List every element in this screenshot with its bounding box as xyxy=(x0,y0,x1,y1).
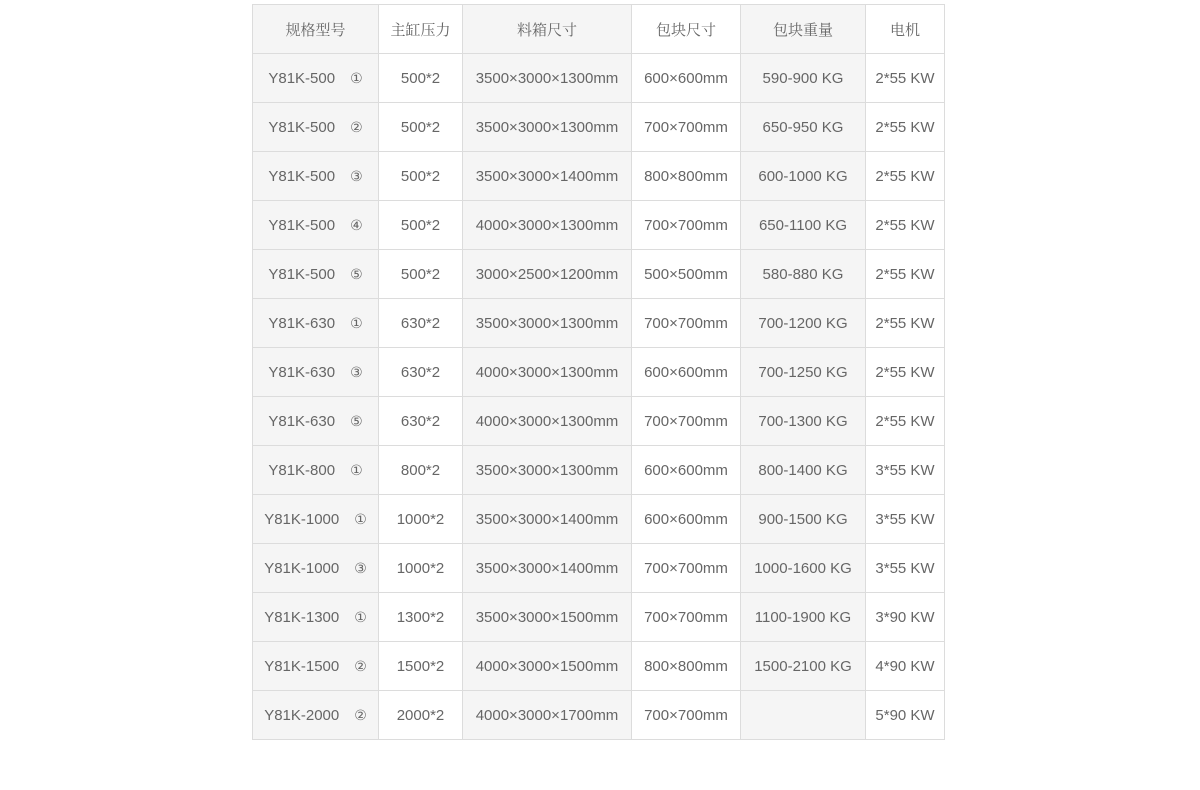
motor-cell: 2*55 KW xyxy=(866,397,945,446)
table-row xyxy=(253,152,945,201)
variant-badge: ① xyxy=(354,608,367,625)
column-header-box-size: 料箱尺寸 xyxy=(463,5,632,54)
bale-size-cell: 600×600mm xyxy=(632,348,741,397)
bale-weight-cell: 900-1500 KG xyxy=(741,495,866,544)
model-cell xyxy=(253,103,379,152)
model-cell-inner xyxy=(264,658,367,675)
variant-badge: ① xyxy=(350,461,363,478)
pressure-cell: 500*2 xyxy=(379,152,463,201)
model-cell-inner xyxy=(268,70,362,87)
variant-badge: ⑤ xyxy=(350,265,363,282)
bale-size-cell: 700×700mm xyxy=(632,397,741,446)
model-cell-inner xyxy=(268,266,362,283)
column-header-motor: 电机 xyxy=(866,5,945,54)
spec-table xyxy=(252,4,945,740)
table-row xyxy=(253,201,945,250)
bale-size-cell: 700×700mm xyxy=(632,691,741,740)
bale-weight-cell: 1500-2100 KG xyxy=(741,642,866,691)
model-name: Y81K-630 xyxy=(268,412,336,430)
model-name: Y81K-500 xyxy=(268,118,336,136)
variant-badge: ③ xyxy=(350,167,363,184)
model-name: Y81K-500 xyxy=(268,216,336,234)
pressure-cell: 500*2 xyxy=(379,103,463,152)
model-cell xyxy=(253,593,379,642)
model-name: Y81K-630 xyxy=(268,363,336,381)
model-name: Y81K-500 xyxy=(268,167,336,185)
motor-cell: 5*90 KW xyxy=(866,691,945,740)
model-cell xyxy=(253,446,379,495)
model-cell-inner xyxy=(268,364,362,381)
model-cell xyxy=(253,54,379,103)
variant-badge: ⑤ xyxy=(350,412,363,429)
bale-size-cell: 600×600mm xyxy=(632,495,741,544)
bale-weight-cell: 600-1000 KG xyxy=(741,152,866,201)
bale-size-cell: 700×700mm xyxy=(632,201,741,250)
model-name: Y81K-630 xyxy=(268,314,336,332)
variant-badge: ② xyxy=(354,657,367,674)
bale-weight-cell: 590-900 KG xyxy=(741,54,866,103)
box-size-cell: 3000×2500×1200mm xyxy=(463,250,632,299)
model-cell-inner xyxy=(264,707,367,724)
model-cell xyxy=(253,152,379,201)
table-body xyxy=(253,54,945,740)
box-size-cell: 4000×3000×1300mm xyxy=(463,348,632,397)
pressure-cell: 2000*2 xyxy=(379,691,463,740)
pressure-cell: 1000*2 xyxy=(379,495,463,544)
model-cell-inner xyxy=(268,217,362,234)
variant-badge: ② xyxy=(354,706,367,723)
motor-cell: 3*55 KW xyxy=(866,495,945,544)
model-cell-inner xyxy=(268,119,362,136)
pressure-cell: 630*2 xyxy=(379,299,463,348)
model-cell-inner xyxy=(268,413,362,430)
box-size-cell: 3500×3000×1300mm xyxy=(463,103,632,152)
bale-size-cell: 600×600mm xyxy=(632,54,741,103)
model-name: Y81K-800 xyxy=(268,461,336,479)
model-cell xyxy=(253,397,379,446)
model-name: Y81K-1500 xyxy=(264,657,340,675)
motor-cell: 2*55 KW xyxy=(866,54,945,103)
box-size-cell: 4000×3000×1300mm xyxy=(463,397,632,446)
bale-weight-cell: 700-1250 KG xyxy=(741,348,866,397)
motor-cell: 3*90 KW xyxy=(866,593,945,642)
bale-weight-cell xyxy=(741,691,866,740)
box-size-cell: 3500×3000×1400mm xyxy=(463,152,632,201)
model-name: Y81K-1000 xyxy=(264,510,340,528)
model-cell-inner xyxy=(268,462,362,479)
variant-badge: ② xyxy=(350,118,363,135)
box-size-cell: 3500×3000×1400mm xyxy=(463,495,632,544)
model-cell xyxy=(253,642,379,691)
model-cell xyxy=(253,495,379,544)
bale-size-cell: 700×700mm xyxy=(632,299,741,348)
bale-size-cell: 700×700mm xyxy=(632,103,741,152)
model-cell xyxy=(253,691,379,740)
column-header-pressure: 主缸压力 xyxy=(379,5,463,54)
motor-cell: 4*90 KW xyxy=(866,642,945,691)
bale-size-cell: 800×800mm xyxy=(632,642,741,691)
pressure-cell: 1000*2 xyxy=(379,544,463,593)
pressure-cell: 630*2 xyxy=(379,397,463,446)
motor-cell: 3*55 KW xyxy=(866,544,945,593)
box-size-cell: 3500×3000×1300mm xyxy=(463,54,632,103)
table-row xyxy=(253,348,945,397)
model-name: Y81K-500 xyxy=(268,69,336,87)
model-name: Y81K-1000 xyxy=(264,559,340,577)
box-size-cell: 3500×3000×1500mm xyxy=(463,593,632,642)
model-name: Y81K-500 xyxy=(268,265,336,283)
table-row xyxy=(253,54,945,103)
variant-badge: ① xyxy=(350,314,363,331)
table-row xyxy=(253,103,945,152)
bale-size-cell: 700×700mm xyxy=(632,544,741,593)
motor-cell: 2*55 KW xyxy=(866,201,945,250)
variant-badge: ③ xyxy=(350,363,363,380)
pressure-cell: 500*2 xyxy=(379,201,463,250)
bale-size-cell: 600×600mm xyxy=(632,446,741,495)
table-row xyxy=(253,250,945,299)
bale-weight-cell: 580-880 KG xyxy=(741,250,866,299)
variant-badge: ① xyxy=(350,69,363,86)
pressure-cell: 500*2 xyxy=(379,250,463,299)
table-head xyxy=(253,5,945,54)
model-cell-inner xyxy=(264,560,367,577)
pressure-cell: 1300*2 xyxy=(379,593,463,642)
box-size-cell: 3500×3000×1300mm xyxy=(463,299,632,348)
model-cell-inner xyxy=(268,168,362,185)
table-row xyxy=(253,544,945,593)
motor-cell: 2*55 KW xyxy=(866,152,945,201)
column-header-bale-weight: 包块重量 xyxy=(741,5,866,54)
column-header-bale-size: 包块尺寸 xyxy=(632,5,741,54)
box-size-cell: 4000×3000×1700mm xyxy=(463,691,632,740)
column-header-model: 规格型号 xyxy=(253,5,379,54)
model-name: Y81K-2000 xyxy=(264,706,340,724)
motor-cell: 2*55 KW xyxy=(866,103,945,152)
bale-weight-cell: 650-950 KG xyxy=(741,103,866,152)
model-cell xyxy=(253,299,379,348)
model-cell-inner xyxy=(264,609,367,626)
bale-size-cell: 800×800mm xyxy=(632,152,741,201)
pressure-cell: 630*2 xyxy=(379,348,463,397)
variant-badge: ① xyxy=(354,510,367,527)
bale-weight-cell: 800-1400 KG xyxy=(741,446,866,495)
motor-cell: 2*55 KW xyxy=(866,348,945,397)
bale-weight-cell: 650-1100 KG xyxy=(741,201,866,250)
bale-weight-cell: 700-1200 KG xyxy=(741,299,866,348)
table-row xyxy=(253,691,945,740)
bale-size-cell: 500×500mm xyxy=(632,250,741,299)
table-row xyxy=(253,642,945,691)
bale-weight-cell: 1100-1900 KG xyxy=(741,593,866,642)
pressure-cell: 1500*2 xyxy=(379,642,463,691)
variant-badge: ③ xyxy=(354,559,367,576)
table-row xyxy=(253,495,945,544)
motor-cell: 2*55 KW xyxy=(866,250,945,299)
bale-weight-cell: 1000-1600 KG xyxy=(741,544,866,593)
model-name: Y81K-1300 xyxy=(264,608,340,626)
motor-cell: 3*55 KW xyxy=(866,446,945,495)
bale-weight-cell: 700-1300 KG xyxy=(741,397,866,446)
model-cell xyxy=(253,250,379,299)
model-cell-inner xyxy=(264,511,367,528)
box-size-cell: 3500×3000×1400mm xyxy=(463,544,632,593)
bale-size-cell: 700×700mm xyxy=(632,593,741,642)
box-size-cell: 4000×3000×1300mm xyxy=(463,201,632,250)
box-size-cell: 4000×3000×1500mm xyxy=(463,642,632,691)
table-row xyxy=(253,446,945,495)
pressure-cell: 800*2 xyxy=(379,446,463,495)
variant-badge: ④ xyxy=(350,216,363,233)
model-cell xyxy=(253,201,379,250)
table-row xyxy=(253,593,945,642)
table-row xyxy=(253,397,945,446)
model-cell-inner xyxy=(268,315,362,332)
box-size-cell: 3500×3000×1300mm xyxy=(463,446,632,495)
model-cell xyxy=(253,544,379,593)
table-header-row xyxy=(253,5,945,54)
model-cell xyxy=(253,348,379,397)
motor-cell: 2*55 KW xyxy=(866,299,945,348)
table-row xyxy=(253,299,945,348)
pressure-cell: 500*2 xyxy=(379,54,463,103)
